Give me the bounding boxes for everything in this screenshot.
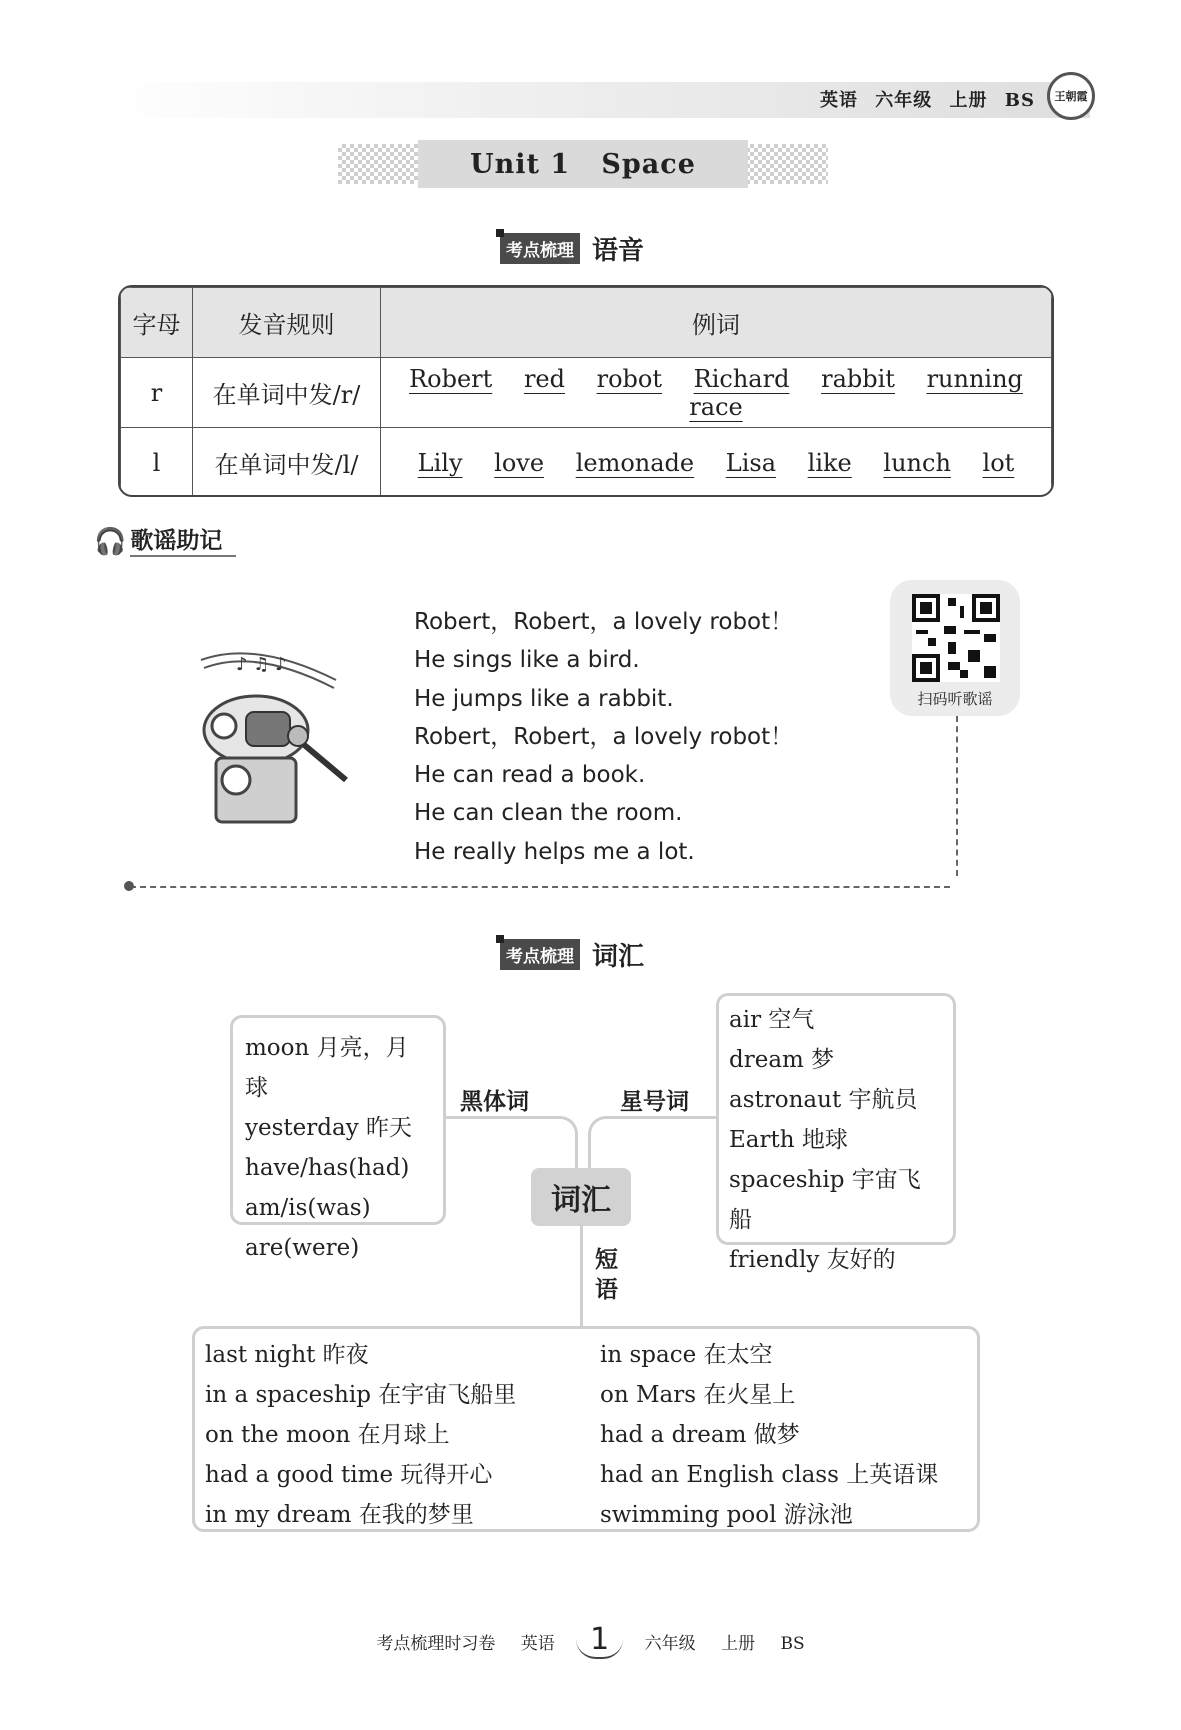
chant-line: He can read a book. bbox=[414, 762, 646, 789]
dashed-divider bbox=[956, 716, 958, 876]
dashed-divider bbox=[130, 886, 950, 888]
list-item: moon 月亮，月球 bbox=[245, 1035, 409, 1101]
list-item: last night 昨夜 bbox=[205, 1342, 369, 1368]
section-heading-phonics bbox=[500, 230, 644, 267]
list-item: are(were) bbox=[245, 1235, 360, 1261]
footer-edition: BS bbox=[780, 1634, 805, 1654]
headphones-icon: 🎧 bbox=[94, 527, 127, 557]
section-title: 词汇 bbox=[592, 942, 645, 972]
list-item: had a dream 做梦 bbox=[600, 1422, 800, 1448]
list-item: yesterday 昨天 bbox=[245, 1115, 412, 1141]
star-words-label: 星号词 bbox=[620, 1089, 689, 1115]
list-item: on Mars 在火星上 bbox=[600, 1382, 796, 1408]
bold-words-label: 黑体词 bbox=[460, 1089, 529, 1115]
example-word: race bbox=[689, 392, 743, 421]
star-words-box bbox=[716, 993, 956, 1273]
page-footer bbox=[0, 1622, 1181, 1659]
header-volume: 上册 bbox=[949, 90, 988, 111]
phrases-label: 短语 bbox=[595, 1247, 618, 1303]
qr-code-card[interactable] bbox=[890, 580, 1020, 716]
example-word: lemonade bbox=[575, 448, 695, 477]
chant-line: He sings like a bird. bbox=[414, 647, 640, 674]
list-item: air 空气 bbox=[729, 1007, 815, 1033]
chant-line: Robert，Robert，a lovely robot！ bbox=[414, 723, 794, 750]
qr-caption: 扫码听歌谣 bbox=[917, 690, 993, 708]
table-cell-rule: 在单词中发/r/ bbox=[193, 358, 381, 428]
section-title: 语音 bbox=[592, 236, 645, 266]
example-word: red bbox=[523, 364, 565, 393]
list-item: had a good time 玩得开心 bbox=[205, 1462, 493, 1488]
chant-line: He can clean the room. bbox=[414, 800, 683, 827]
section-tag: 考点梳理 bbox=[500, 939, 580, 970]
table-cell-rule: 在单词中发/l/ bbox=[193, 428, 381, 498]
publisher-logo: 王朝霞 bbox=[1047, 72, 1095, 120]
example-word: rabbit bbox=[821, 364, 895, 393]
phrases-column-right bbox=[586, 1335, 967, 1528]
footer-subject: 英语 bbox=[520, 1634, 555, 1654]
page-number: 1 bbox=[576, 1622, 623, 1659]
example-word: running bbox=[926, 364, 1023, 393]
example-word: Robert bbox=[409, 364, 493, 393]
phonics-table bbox=[118, 285, 1054, 497]
page-header bbox=[810, 86, 1081, 112]
header-grade: 六年级 bbox=[875, 90, 933, 111]
section-heading-vocab bbox=[500, 936, 644, 973]
chant-line: He really helps me a lot. bbox=[414, 838, 695, 865]
divider-dot bbox=[124, 881, 134, 891]
example-word: love bbox=[494, 448, 545, 477]
qr-code[interactable] bbox=[912, 594, 1000, 682]
list-item: am/is(was) bbox=[245, 1195, 371, 1221]
table-cell-letter: r bbox=[121, 358, 193, 428]
table-cell-letter: l bbox=[121, 428, 193, 498]
checker-decoration bbox=[338, 144, 428, 184]
example-word: Richard bbox=[693, 364, 790, 393]
bold-words-box bbox=[230, 1015, 446, 1261]
phrases-column-left bbox=[205, 1335, 586, 1528]
connector-line bbox=[588, 1116, 718, 1168]
section-tag: 考点梳理 bbox=[500, 233, 580, 264]
header-subject: 英语 bbox=[819, 90, 858, 111]
phrases-box bbox=[192, 1326, 980, 1532]
list-item: on the moon 在月球上 bbox=[205, 1422, 450, 1448]
chant-heading bbox=[94, 522, 236, 557]
table-row bbox=[121, 428, 1052, 498]
table-header: 例词 bbox=[381, 288, 1052, 358]
list-item: spaceship 宇宙飞船 bbox=[729, 1167, 921, 1233]
table-cell-words bbox=[381, 428, 1052, 498]
list-item: in my dream 在我的梦里 bbox=[205, 1502, 474, 1528]
table-row bbox=[121, 358, 1052, 428]
list-item: dream 梦 bbox=[729, 1047, 835, 1073]
robot-singing-illustration bbox=[196, 640, 366, 830]
list-item: Earth 地球 bbox=[729, 1127, 848, 1153]
connector-line bbox=[580, 1226, 583, 1326]
example-word: Lisa bbox=[725, 448, 777, 477]
table-header: 字母 bbox=[121, 288, 193, 358]
example-word: robot bbox=[596, 364, 663, 393]
example-word: lot bbox=[982, 448, 1015, 477]
vocab-center-node: 词汇 bbox=[531, 1168, 631, 1226]
list-item: in space 在太空 bbox=[600, 1342, 773, 1368]
table-header: 发音规则 bbox=[193, 288, 381, 358]
footer-volume: 上册 bbox=[721, 1634, 756, 1654]
list-item: in a spaceship 在宇宙飞船里 bbox=[205, 1382, 517, 1408]
unit-title: Unit 1 Space bbox=[418, 140, 748, 188]
svg-text:♪ ♫ ♪: ♪ ♫ ♪ bbox=[236, 654, 287, 675]
example-word: Lily bbox=[417, 448, 463, 477]
chant-lyrics bbox=[414, 603, 793, 871]
connector-line bbox=[446, 1116, 578, 1168]
checker-decoration bbox=[738, 144, 828, 184]
list-item: have/has(had) bbox=[245, 1155, 410, 1181]
footer-series: 考点梳理时习卷 bbox=[376, 1634, 496, 1654]
footer-grade: 六年级 bbox=[644, 1634, 696, 1654]
list-item: swimming pool 游泳池 bbox=[600, 1502, 853, 1528]
table-cell-words bbox=[381, 358, 1052, 428]
unit-banner bbox=[338, 140, 828, 188]
example-word: lunch bbox=[883, 448, 951, 477]
list-item: friendly 友好的 bbox=[729, 1247, 896, 1273]
chant-heading-text: 歌谣助记 bbox=[130, 522, 236, 557]
list-item: astronaut 宇航员 bbox=[729, 1087, 918, 1113]
chant-line: Robert，Robert，a lovely robot！ bbox=[414, 609, 794, 635]
chant-line: He jumps like a rabbit. bbox=[414, 685, 674, 712]
example-word: like bbox=[807, 448, 852, 477]
header-edition: BS bbox=[1004, 90, 1035, 111]
list-item: had an English class 上英语课 bbox=[600, 1462, 939, 1488]
